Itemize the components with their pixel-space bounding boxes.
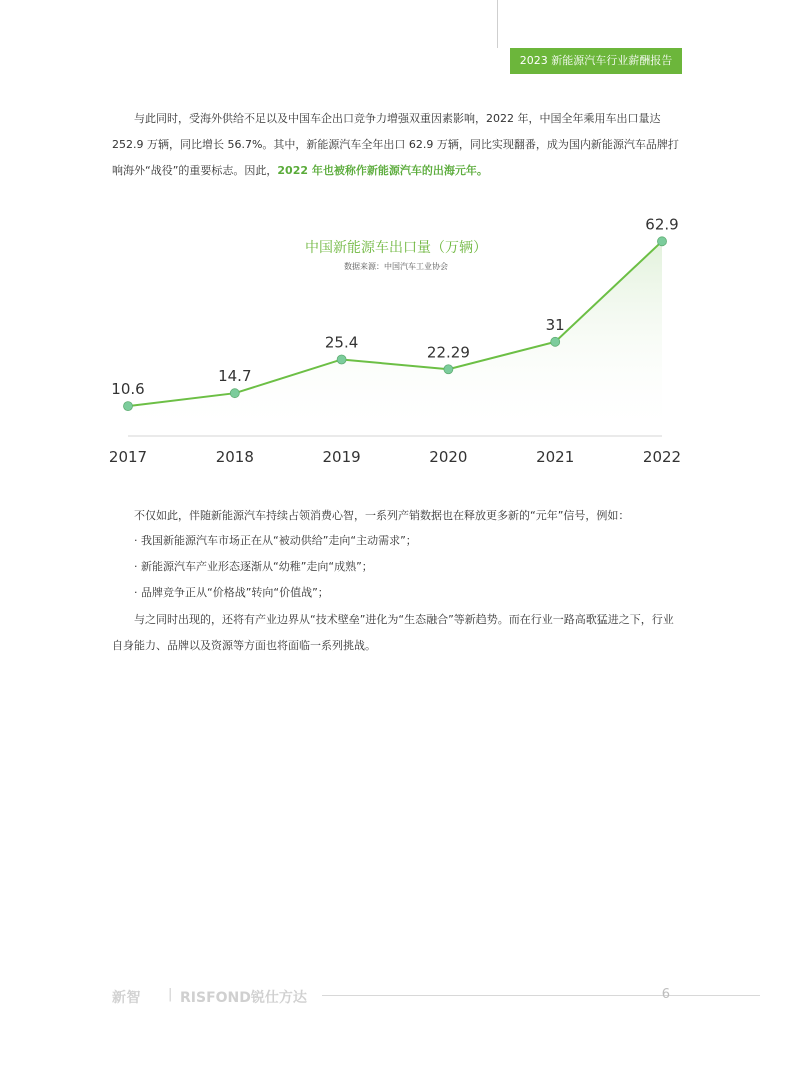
data-point-2017 [124, 402, 133, 411]
chart-subtitle: 数据来源：中国汽车工业协会 [344, 262, 448, 271]
report-title-badge: 2023 新能源汽车行业薪酬报告 [510, 48, 682, 74]
data-point-2022 [658, 237, 667, 246]
data-point-2019 [337, 355, 346, 364]
data-label-2018: 14.7 [218, 367, 252, 386]
chart-title: 中国新能源车出口量（万辆） [305, 240, 487, 256]
x-tick-label-2021: 2021 [536, 448, 575, 466]
data-label-2021: 31 [545, 315, 565, 334]
data-point-2018 [230, 389, 239, 398]
page-number: 6 [661, 987, 670, 1002]
x-tick-label-2018: 2018 [215, 448, 254, 466]
page-footer [112, 984, 682, 1008]
export-volume-line-chart [0, 200, 793, 480]
bullet-item: · 品牌竞争正从“价格战”转向“价值战”； [134, 586, 329, 599]
x-tick-label-2022: 2022 [642, 448, 682, 466]
data-point-2021 [551, 337, 560, 346]
x-tick-label-2017: 2017 [108, 448, 148, 466]
x-tick-label-2020: 2020 [429, 448, 468, 466]
data-label-2020: 22.29 [426, 343, 470, 362]
data-label-2022: 62.9 [645, 215, 679, 234]
bullet-item: · 我国新能源汽车市场正在从“被动供给”走向“主动需求”； [134, 534, 417, 547]
risfond-logo: RISFOND锐仕方达 [180, 990, 307, 1006]
intro-text: 与此同时，受海外供给不足以及中国车企出口竞争力增强双重因素影响，2022 年，中国全年乘用车出口量达 252.9 万辆，同比增长 56.7%。其中，新能源汽车全年出口 62.9 万辆，同比实现翻番，成为国内新能源汽车品牌打响海外“战役”的重要标志。因此， [112, 112, 679, 177]
intro-paragraph [112, 106, 682, 184]
data-label-2019: 25.4 [324, 333, 359, 352]
x-tick-label-2019: 2019 [322, 448, 361, 466]
paragraph-2: 不仅如此，伴随新能源汽车持续占领消费心智，一系列产销数据也在释放更多新的“元年”信号，例如： [134, 509, 630, 522]
bullet-item: · 新能源汽车产业形态逐渐从“幼稚”走向“成熟”； [134, 560, 373, 573]
footer-separator: | [168, 987, 173, 1002]
header-divider [497, 0, 498, 48]
intro-highlight: 2022 年也被称作新能源汽车的出海元年。 [277, 164, 488, 177]
data-label-2017: 10.6 [111, 380, 145, 399]
footer-rule [322, 995, 760, 996]
data-point-2020 [444, 365, 453, 374]
xinzhi-logo: 新智 [112, 990, 141, 1006]
paragraph-3: 与之同时出现的，还将有产业边界从“技术壁垒”进化为“生态融合”等新趋势。而在行业一路高歌猛进之下，行业自身能力、品牌以及资源等方面也将面临一系列挑战。 [112, 613, 674, 652]
